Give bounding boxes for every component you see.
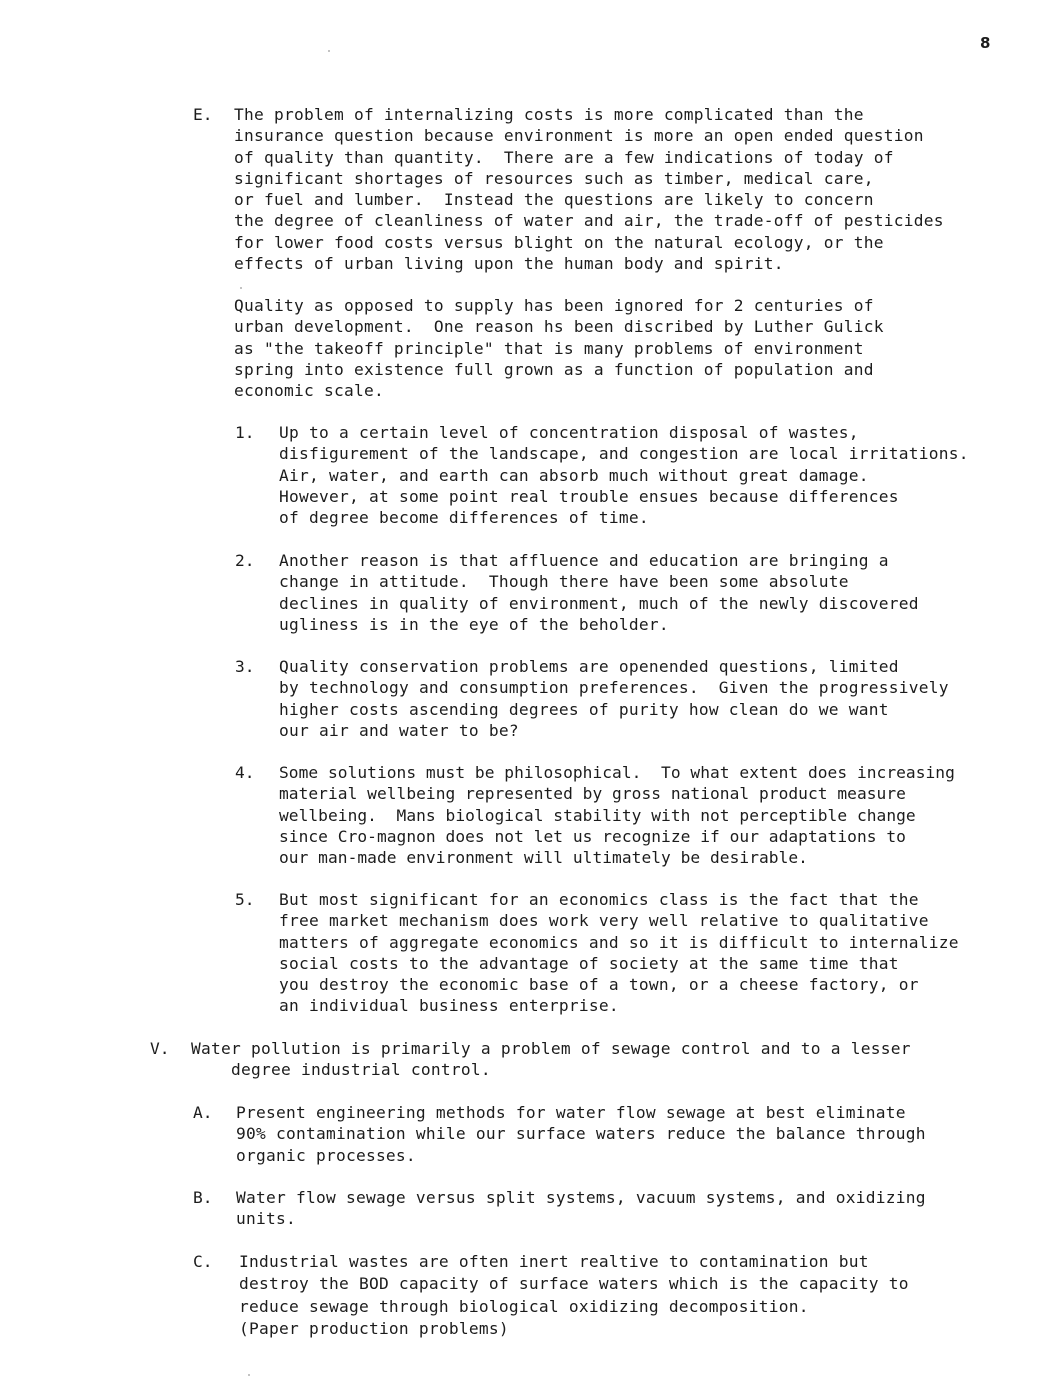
list-item-number: 4. [235,763,255,782]
list-item-text: Quality conservation problems are openended questions, limited by technology and consumption preferences. Given the progressively higher costs ascending degrees of purity how clean do we want our air and water to be? [279,657,949,740]
section-e-label: E. [193,105,213,124]
subsection-label: C. [193,1252,213,1271]
subsection-label: B. [193,1188,213,1207]
paper-speck [248,1374,250,1376]
section-e-paragraph: The problem of internalizing costs is more complicated than the insurance question because environment is more an open ended question of quality than quantity. There are a few indications of today of significant shortages of resources such as timber, medical care, or fuel and lumber. Instead the questions are likely to concern the degree of cleanliness of water and air, the trade-off of pesticides for lower food costs versus blight on the natural ecology, or the effects of urban living upon the human body and spirit. [234,105,944,274]
section-e-paragraph-2: Quality as opposed to supply has been ignored for 2 centuries of urban development. One reason hs been discribed by Luther Gulick as "the takeoff principle" that is many problems of environment spring into existence full grown as a function of population and economic scale. [234,296,884,401]
list-item-text: But most significant for an economics class is the fact that the free market mechanism does work very well relative to qualitative matters of aggregate economics and so it is difficult to internalize social costs to the advantage of society at the same time that you destroy the economic base of a town, or a cheese factory, or an individual business enterprise. [279,890,959,1016]
list-item-number: 2. [235,551,255,570]
subsection-text: Water flow sewage versus split systems, vacuum systems, and oxidizing units. [236,1188,926,1229]
list-item-text: Up to a certain level of concentration disposal of wastes, disfigurement of the landscape, and congestion are local irritations. Air, water, and earth can absorb much without great damage. However, at some point real trouble ensues because differences of degree become differences of time. [279,423,969,528]
list-item-number: 1. [235,423,255,442]
section-v-heading: Water pollution is primarily a problem of sewage control and to a lesser degree industrial control. [191,1039,911,1080]
page-number: 8 [980,34,991,52]
list-item-text: Some solutions must be philosophical. To what extent does increasing material wellbeing represented by gross national product measure wellbeing. Mans biological stability with not perceptible change since Cro-magnon does not let us recognize if our adaptations to our man-made environment will ultimately be desirable. [279,763,955,868]
list-item-number: 5. [235,890,255,909]
list-item-text: Another reason is that affluence and education are bringing a change in attitude. Though there have been some absolute declines in quality of environment, much of the newly discovered ugliness is in the eye of the beholder. [279,551,919,634]
list-item-number: 3. [235,657,255,676]
subsection-text: Industrial wastes are often inert realtive to contamination but destroy the BOD capacity of surface waters which is the capacity to reduce sewage through biological oxidizing decomposition. (Paper production problems) [239,1252,909,1338]
subsection-text: Present engineering methods for water flow sewage at best eliminate 90% contamination while our surface waters reduce the balance through organic processes. [236,1103,926,1165]
subsection-label: A. [193,1103,213,1122]
paper-speck [328,50,330,52]
section-v-label: V. [150,1039,170,1058]
paper-speck [240,287,242,289]
